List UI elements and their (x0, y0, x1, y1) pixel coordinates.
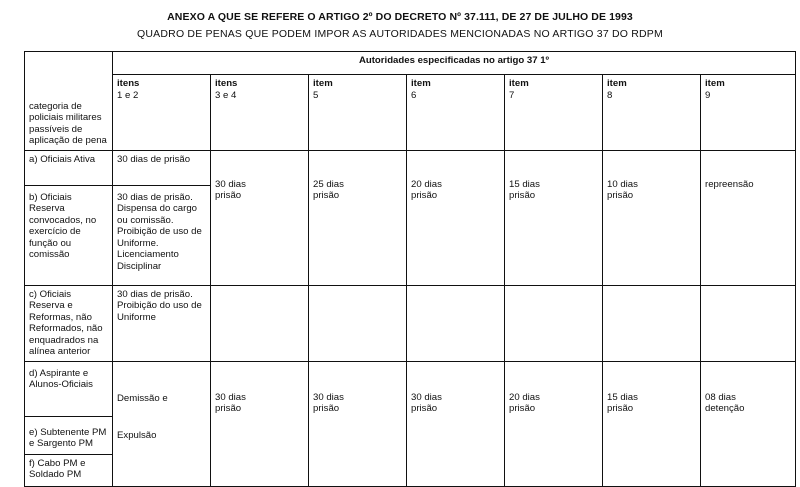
category-header: categoria de policiais militares passíveis de aplicação de pena (25, 75, 113, 151)
item-number: 1 e 2 (117, 89, 139, 101)
authorities-header-row (25, 52, 796, 75)
penalty-b-items-1-2: 30 dias de prisão. Dispensa do cargo ou comissão. Proibição de uso de Uniforme. Licenciamento Disciplinar (113, 185, 211, 285)
penalty-g1-item-6: 20 dias prisão (407, 150, 505, 285)
header-items-3-4 (211, 75, 309, 151)
penalty-table (24, 51, 796, 487)
header-item-7 (505, 75, 603, 151)
empty-cell (603, 285, 701, 361)
empty-cell (505, 285, 603, 361)
penalty-g1-item-5: 25 dias prisão (309, 150, 407, 285)
item-number: 9 (705, 89, 711, 101)
table-row-a (25, 150, 796, 185)
empty-cell (701, 285, 796, 361)
item-label: item (411, 78, 431, 89)
header-item-8 (603, 75, 701, 151)
penalty-g2-item-7: 20 dias prisão (505, 361, 603, 486)
penalty-g1-item-8: 10 dias prisão (603, 150, 701, 285)
item-label: item (313, 78, 333, 89)
empty-cell (211, 285, 309, 361)
category-f: f) Cabo PM e Soldado PM (25, 454, 113, 486)
category-b: b) Oficiais Reserva convocados, no exercício de função ou comissão (25, 185, 113, 285)
item-number: 7 (509, 89, 515, 101)
empty-cell (407, 285, 505, 361)
category-d: d) Aspirante e Alunos-Oficiais (25, 361, 113, 416)
item-label: item (705, 78, 725, 89)
authorities-header (113, 52, 796, 75)
penalty-g2-item-5: 30 dias prisão (309, 361, 407, 486)
item-label: itens (215, 78, 238, 89)
item-label: item (509, 78, 529, 89)
header-item-9 (701, 75, 796, 151)
penalty-g1-item-9: repreensão (701, 150, 796, 285)
document-subtitle: QUADRO DE PENAS QUE PODEM IMPOR AS AUTORIDADES MENCIONADAS NO ARTIGO 37 DO RDPM (137, 28, 663, 40)
table-row-c (25, 285, 796, 361)
item-number: 8 (607, 89, 613, 101)
items-header-row (25, 75, 796, 151)
header-item-6 (407, 75, 505, 151)
item-label: item (607, 78, 627, 89)
penalty-demissao: Demissão e (117, 392, 168, 404)
penalty-g2-item-8: 15 dias prisão (603, 361, 701, 486)
item-number: 5 (313, 89, 319, 101)
item-number: 3 e 4 (215, 89, 237, 101)
penalty-g2-items-3-4: 30 dias prisão (211, 361, 309, 486)
header-items-1-2 (113, 75, 211, 151)
item-label: itens (117, 78, 140, 89)
header-item-5 (309, 75, 407, 151)
penalty-g2-item-9: 08 dias detenção (701, 361, 796, 486)
penalty-g1-items-3-4: 30 dias prisão (211, 150, 309, 285)
penalty-g2-item-6: 30 dias prisão (407, 361, 505, 486)
penalty-g2-items-1-2 (113, 361, 211, 486)
table-row-d (25, 361, 796, 416)
category-e: e) Subtenente PM e Sargento PM (25, 416, 113, 454)
header-empty-cell (25, 52, 113, 75)
empty-cell (309, 285, 407, 361)
document-title: ANEXO A QUE SE REFERE O ARTIGO 2º DO DECRETO Nº 37.111, DE 27 DE JULHO DE 1993 (167, 11, 633, 23)
penalty-a-items-1-2: 30 dias de prisão (113, 150, 211, 185)
penalty-expulsao: Expulsão (117, 430, 157, 441)
penalty-c-items-1-2: 30 dias de prisão. Proibição do uso de Uniforme (113, 285, 211, 361)
authorities-header-text: Autoridades especificadas no artigo 37 1º (358, 55, 550, 66)
category-c: c) Oficiais Reserva e Reformas, não Reformados, não enquadrados na alínea anterior (25, 285, 113, 361)
category-a: a) Oficiais Ativa (25, 150, 113, 185)
penalty-g1-item-7: 15 dias prisão (505, 150, 603, 285)
item-number: 6 (411, 89, 417, 101)
